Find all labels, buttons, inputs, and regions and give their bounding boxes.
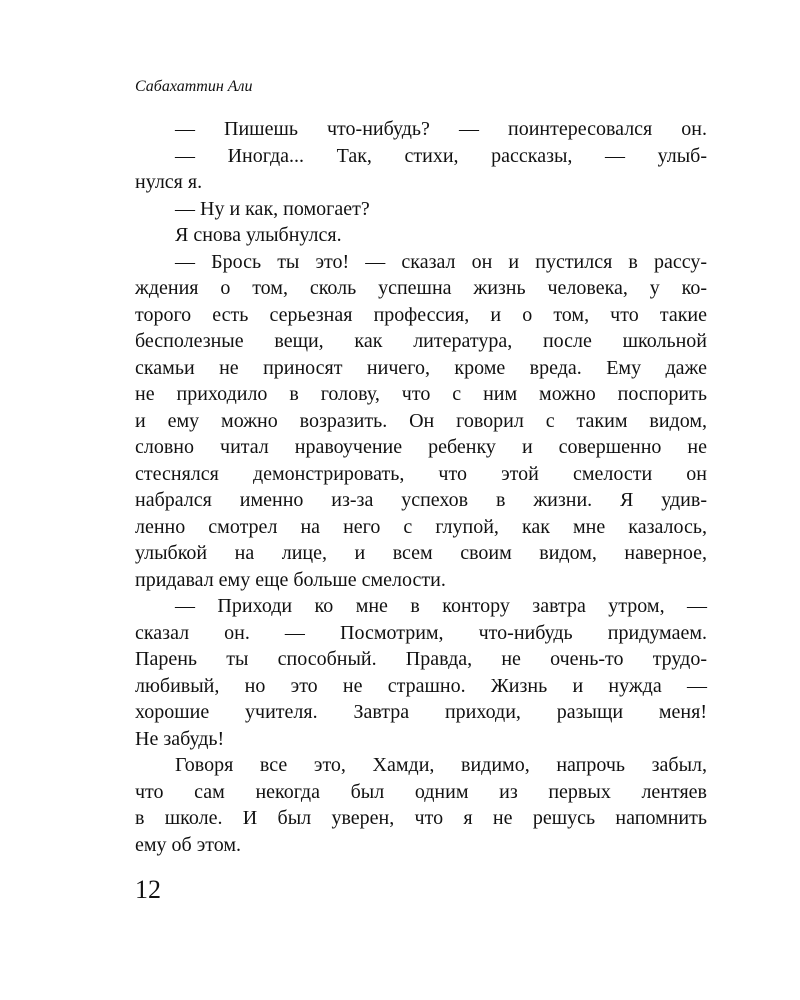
text-line: не приходило в голову, что с ним можно поспорить <box>135 383 707 405</box>
text-line: улыбкой на лице, и всем своим видом, наверное, <box>135 542 707 564</box>
text-line: словно читал нравоучение ребенку и совершенно не <box>135 436 707 458</box>
text-line: в школе. И был уверен, что я не решусь напомнить <box>135 807 707 829</box>
text-line: что сам некогда был одним из первых лентяев <box>135 780 707 803</box>
text-line: — Ну и как, помогает? <box>175 197 370 220</box>
text-line: Говоря все это, Хамди, видимо, напрочь забыл, <box>175 754 707 776</box>
body-text <box>135 116 707 858</box>
text-line: — Брось ты это! — сказал он и пустился в рассу- <box>175 250 707 273</box>
text-line: скамьи не приносят ничего, кроме вреда. Ему даже <box>135 356 707 379</box>
text-line: — Приходи ко мне в контору завтра утром, — <box>175 595 707 617</box>
text-line: хорошие учителя. Завтра приходи, разыщи меня! <box>135 701 707 723</box>
text-line: нулся я. <box>135 171 203 193</box>
text-line: ждения о том, сколь успешна жизнь человека, у ко- <box>135 277 707 299</box>
text-line: бесполезные вещи, как литература, после школьной <box>135 330 707 352</box>
text-line: стеснялся демонстрировать, что этой смелости он <box>135 462 707 485</box>
text-line: сказал он. — Посмотрим, что-нибудь придумаем. <box>135 621 707 644</box>
text-line: набрался именно из-за успехов в жизни. Я удив- <box>135 489 707 511</box>
text-line: Я снова улыбнулся. <box>175 224 342 246</box>
text-line: любивый, но это не страшно. Жизнь и нужда — <box>135 674 707 697</box>
page-number: 12 <box>135 875 161 904</box>
text-line: ленно смотрел на него с глупой, как мне казалось, <box>135 515 707 538</box>
text-line: придавал ему еще больше смелости. <box>135 568 446 591</box>
text-line: — Иногда... Так, стихи, рассказы, — улыб- <box>175 144 707 167</box>
text-line: и ему можно возразить. Он говорил с таким видом, <box>135 409 707 432</box>
text-line: — Пишешь что-нибудь? — поинтересовался он. <box>175 118 707 140</box>
text-line: торого есть серьезная профессия, и о том, что такие <box>135 303 707 326</box>
text-line: Не забудь! <box>135 727 225 750</box>
text-line: ему об этом. <box>135 833 242 856</box>
running-head-author: Сабахаттин Али <box>135 78 253 95</box>
text-line: Парень ты способный. Правда, не очень-то трудо- <box>135 648 707 670</box>
